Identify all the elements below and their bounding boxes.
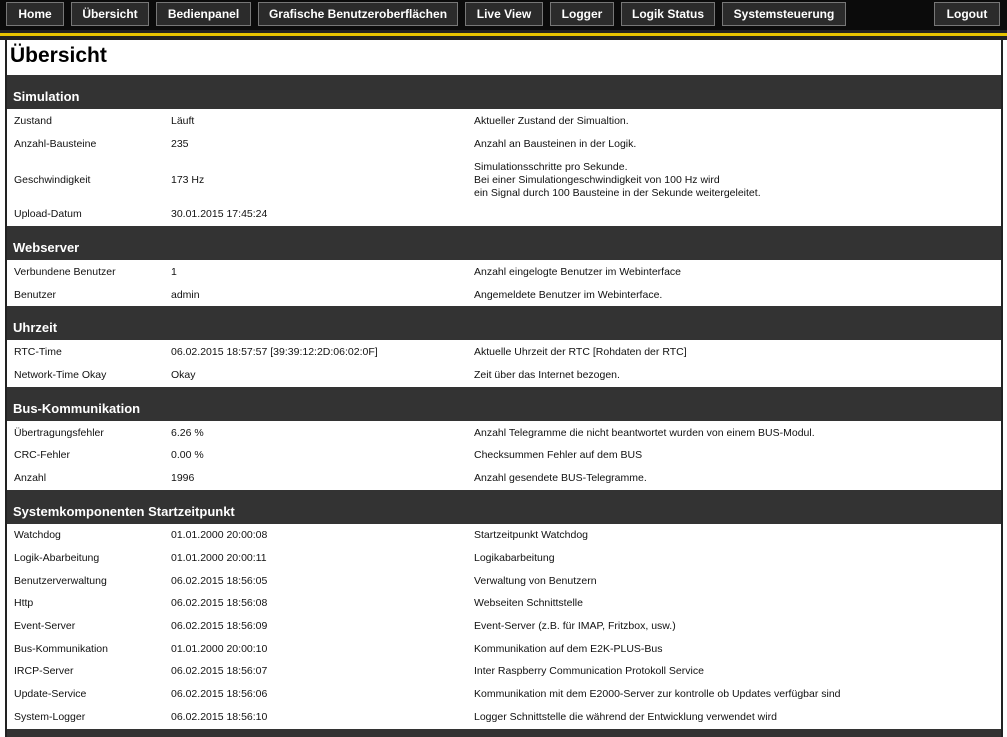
row-value: 06.02.2015 18:56:06 — [171, 688, 268, 700]
row-value: 6.26 % — [171, 427, 204, 439]
section-header-startzeitpunkt: Systemkomponenten Startzeitpunkt — [7, 490, 1001, 524]
row-name: Benutzer — [14, 289, 57, 301]
nav-logger-button[interactable]: Logger — [550, 2, 614, 26]
row-value: 1996 — [171, 472, 195, 484]
row-value: 06.02.2015 18:56:09 — [171, 620, 268, 632]
row-description: Inter Raspberry Communication Protokoll Service — [474, 665, 704, 677]
nav-overview-button[interactable]: Übersicht — [71, 2, 149, 26]
main-content — [5, 40, 1003, 737]
row-name: CRC-Fehler — [14, 449, 71, 461]
row-name: Http — [14, 597, 34, 609]
row-description: Logger Schnittstelle die während der Entwicklung verwendet wird — [474, 711, 777, 723]
row-description: Aktuelle Uhrzeit der RTC [Rohdaten der RTC] — [474, 346, 687, 358]
row-name: Watchdog — [14, 529, 61, 541]
row-value: 01.01.2000 20:00:08 — [171, 529, 268, 541]
row-value: 06.02.2015 18:56:08 — [171, 597, 268, 609]
nav-system-control-button[interactable]: Systemsteuerung — [722, 2, 846, 26]
row-description: Anzahl an Bausteinen in der Logik. — [474, 138, 637, 150]
row-description: Kommunikation mit dem E2000-Server zur kontrolle ob Updates verfügbar sind — [474, 688, 841, 700]
row-name: Update-Service — [14, 688, 87, 700]
row-description: Checksummen Fehler auf dem BUS — [474, 449, 643, 461]
row-description: Anzahl eingelogte Benutzer im Webinterface — [474, 266, 682, 278]
row-description: Logikabarbeitung — [474, 552, 555, 564]
row-description: Startzeitpunkt Watchdog — [474, 529, 589, 541]
row-name: Logik-Abarbeitung — [14, 552, 100, 564]
row-name: Anzahl-Bausteine — [14, 138, 97, 150]
page-title: Übersicht — [10, 44, 107, 67]
row-name: Bus-Kommunikation — [14, 643, 108, 655]
row-value: 06.02.2015 18:56:05 — [171, 575, 268, 587]
row-value: 06.02.2015 18:56:10 — [171, 711, 268, 723]
row-value: 01.01.2000 20:00:11 — [171, 552, 267, 564]
row-description: Webseiten Schnittstelle — [474, 597, 583, 609]
row-name: Übertragungsfehler — [14, 427, 104, 439]
row-value: 0.00 % — [171, 449, 204, 461]
row-name: System-Logger — [14, 711, 86, 723]
section-header-uhrzeit: Uhrzeit — [7, 306, 1001, 340]
row-description: Aktueller Zustand der Simualtion. — [474, 115, 629, 127]
row-name: RTC-Time — [14, 346, 62, 358]
row-description: Zeit über das Internet bezogen. — [474, 369, 620, 381]
section-header-simulation: Simulation — [7, 75, 1001, 109]
row-description-line: Bei einer Simulationgeschwindigkeit von 100 Hz wird — [474, 174, 720, 186]
row-description: Event-Server (z.B. für IMAP, Fritzbox, usw.) — [474, 620, 676, 632]
row-value: 173 Hz — [171, 174, 205, 186]
row-description-line: ein Signal durch 100 Bausteine in der Sekunde weitergeleitet. — [474, 187, 761, 199]
row-description: Kommunikation auf dem E2K-PLUS-Bus — [474, 643, 663, 655]
row-name: Geschwindigkeit — [14, 174, 91, 186]
row-description: Anzahl Telegramme die nicht beantwortet wurden von einem BUS-Modul. — [474, 427, 815, 439]
accent-line — [0, 33, 1007, 36]
row-name: Benutzerverwaltung — [14, 575, 107, 587]
nav-gui-button[interactable]: Grafische Benutzeroberflächen — [258, 2, 458, 26]
row-description: Angemeldete Benutzer im Webinterface. — [474, 289, 663, 301]
row-value: Okay — [171, 369, 196, 381]
row-name: Zustand — [14, 115, 52, 127]
row-value: 1 — [171, 266, 177, 278]
section-header-next — [7, 729, 1001, 737]
row-name: Anzahl — [14, 472, 47, 484]
row-description-line: Simulationsschritte pro Sekunde. — [474, 161, 628, 173]
row-value: 235 — [171, 138, 189, 150]
header-divider — [0, 30, 1007, 40]
row-value: 30.01.2015 17:45:24 — [171, 208, 268, 220]
section-header-bus-kommunikation: Bus-Kommunikation — [7, 387, 1001, 421]
nav-logic-status-button[interactable]: Logik Status — [621, 2, 715, 26]
nav-control-panel-button[interactable]: Bedienpanel — [156, 2, 251, 26]
row-name: Upload-Datum — [14, 208, 82, 220]
nav-live-view-button[interactable]: Live View — [465, 2, 543, 26]
row-name: Event-Server — [14, 620, 76, 632]
row-value: 06.02.2015 18:57:57 [39:39:12:2D:06:02:0F] — [171, 346, 378, 358]
row-value: admin — [171, 289, 200, 301]
nav-home-button[interactable]: Home — [6, 2, 64, 26]
top-navigation-bar — [0, 0, 1007, 30]
section-header-webserver: Webserver — [7, 226, 1001, 260]
row-description: Anzahl gesendete BUS-Telegramme. — [474, 472, 647, 484]
row-name: Network-Time Okay — [14, 369, 107, 381]
row-value: 01.01.2000 20:00:10 — [171, 643, 268, 655]
row-value: 06.02.2015 18:56:07 — [171, 665, 268, 677]
row-name: Verbundene Benutzer — [14, 266, 116, 278]
row-description: Verwaltung von Benutzern — [474, 575, 597, 587]
row-name: IRCP-Server — [14, 665, 74, 677]
row-value: Läuft — [171, 115, 195, 127]
nav-logout-button[interactable]: Logout — [934, 2, 1000, 26]
